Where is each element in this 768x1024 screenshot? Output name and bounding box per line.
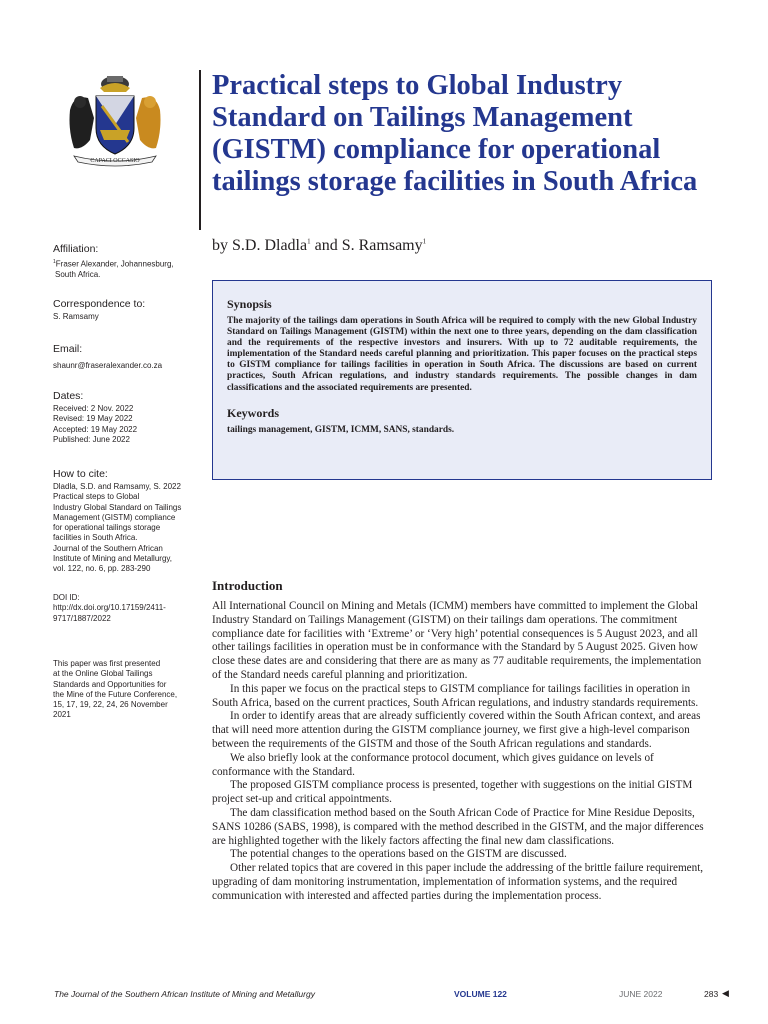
doi-block <box>53 593 193 624</box>
intro-paragraph: Other related topics that are covered in this paper include the addressing of the brittle failure requirement, upgrading of dam monitoring instrumentation, implementation of information systems, and the required communication with interested and affected parties during the implementation process. <box>212 862 704 902</box>
note-line: the Mine of the Future Conference, <box>53 689 178 699</box>
affiliation-block <box>53 243 193 280</box>
affiliation-sup: 1 <box>53 259 56 265</box>
correspondence-block <box>53 298 193 322</box>
cite-block <box>53 468 193 575</box>
date-accepted: Accepted: 19 May 2022 <box>53 424 138 434</box>
intro-paragraph: The proposed GISTM compliance process is presented, together with suggestions on the initial GISTM project set-up and critical appointments. <box>212 779 693 806</box>
correspondence-heading: Correspondence to: <box>53 298 146 310</box>
cite-text <box>53 482 193 575</box>
doi-line: http://dx.doi.org/10.17159/2411- <box>53 603 166 613</box>
intro-paragraph: In this paper we focus on the practical steps to GISTM compliance for tailings facilities in operation in South Africa, based on the current practices, South African regulations, and industry standards requirements. <box>212 682 699 709</box>
cite-line: vol. 122, no. 6, pp. 283-290 <box>53 564 151 574</box>
synopsis-box <box>212 280 712 480</box>
intro-paragraph: The potential changes to the operations based on the GISTM are discussed. <box>230 848 567 861</box>
email-heading: Email: <box>53 343 83 355</box>
correspondence-name: S. Ramsamy <box>53 312 99 321</box>
paper-title: Practical steps to Global Industry Standard on Tailings Management (GISTM) compliance for operational tailings storage facilities in South Africa <box>212 70 698 197</box>
doi-line: 9717/1887/2022 <box>53 613 111 623</box>
page-footer <box>54 987 734 1001</box>
cite-line: Management (GISTM) compliance <box>53 512 176 522</box>
email-address[interactable]: shaunr@fraseralexander.co.za <box>53 361 163 370</box>
date-revised: Revised: 19 May 2022 <box>53 414 133 424</box>
keywords-text: tailings management, GISTM, ICMM, SANS, standards. <box>227 424 455 435</box>
note-line: Standards and Opportunities for <box>53 679 167 689</box>
synopsis-heading: Synopsis <box>227 297 272 311</box>
doi-heading: DOI ID: <box>53 593 80 602</box>
title-divider <box>199 70 201 230</box>
note-line: This paper was first presented <box>53 659 161 668</box>
cite-line: Industry Global Standard on Tailings <box>53 502 182 512</box>
author-2-affil: 1 <box>422 237 427 246</box>
cite-line: for operational tailings storage <box>53 523 161 533</box>
affiliation-text <box>53 257 193 280</box>
note-line: 15, 17, 19, 22, 24, 26 November <box>53 700 168 710</box>
cite-line: Journal of the Southern African <box>53 543 163 553</box>
keywords-heading: Keywords <box>227 405 279 420</box>
byline-and: and <box>310 237 342 254</box>
affiliation-line: South Africa. <box>55 269 101 279</box>
byline-prefix: by <box>212 237 232 254</box>
author-2: S. Ramsamy <box>341 237 423 254</box>
footer-arrow-icon: ◀ <box>722 988 729 998</box>
intro-paragraph: All International Council on Mining and Metals (ICMM) members have committed to implement the Global Industry Standard on Tailings Management (GISTM) on their tailings dam operations. The commitment compliance date for facilities with ‘Extreme’ or ‘Very high’ potential consequences is 5 August 2023, and all other tailings facilities in operation must be in conformance with the Standard by 5 August 2025. Given how close these dates are and considering that there are as many as 77 auditable requirements, the implementation of the Standard needs careful planning and prioritization. <box>212 600 702 681</box>
crest-motto: CAPACI OCCASIO <box>90 158 140 164</box>
author-1: S.D. Dladla <box>232 237 308 254</box>
email-block <box>53 343 193 371</box>
intro-paragraph: We also briefly look at the conformance protocol document, which gives guidance on levels of conformance with the Standard. <box>212 751 654 778</box>
note-line: 2021 <box>53 710 71 720</box>
dates-list <box>53 404 193 445</box>
saimm-crest-logo <box>60 70 170 168</box>
intro-paragraph: In order to identify areas that are already sufficiently covered within the South African context, and areas that will need more attention during the GISTM compliance journey, we first give a high-level comparison between the requirements of the GISTM and those of the South African regulations and standards. <box>212 710 701 750</box>
conference-note <box>53 659 193 721</box>
affiliation-heading: Affiliation: <box>53 243 99 255</box>
cite-line: Practical steps to Global <box>53 492 140 502</box>
dates-heading: Dates: <box>53 390 84 402</box>
byline <box>212 237 426 255</box>
cite-line: facilities in South Africa. <box>53 533 138 543</box>
date-received: Received: 2 Nov. 2022 <box>53 404 134 413</box>
note-line: at the Online Global Tailings <box>53 669 153 679</box>
affiliation-line: Fraser Alexander, Johannesburg, <box>55 259 174 269</box>
intro-paragraph: The dam classification method based on the South African Code of Practice for Mine Residue Deposits, SANS 10286 (SABS, 1998), is compared with the method described in the GISTM, and the major differences are highlighted together with the likely factors affecting the final new dam classifications. <box>212 806 704 847</box>
cite-line: Institute of Mining and Metallurgy, <box>53 554 173 564</box>
footer-journal-name: The Journal of the Southern African Institute of Mining and Metallurgy <box>54 989 315 999</box>
author-1-affil: 1 <box>307 237 311 246</box>
introduction-heading: Introduction <box>212 578 283 593</box>
synopsis-text: The majority of the tailings dam operations in South Africa will be required to comply with the new Global Industry Standard on Tailings Management (GISTM) within the next one to three years, depending on the dam classification and the requirements of the respective investors and insurers. With up to 72 auditable requirements, the implementation of the Standard needs careful planning and prioritization. This paper focuses on the practical steps to GISTM compliance for tailings facilities in operation in South Africa. The discussions are based on current practices, South African regulations, and industry standards requirements. The possible changes in dam classifications and the associated requirements are presented. <box>227 316 697 393</box>
footer-page-number: 283 <box>704 989 719 999</box>
cite-heading: How to cite: <box>53 468 108 480</box>
dates-block <box>53 390 193 445</box>
introduction-section <box>212 578 712 904</box>
footer-volume: VOLUME 122 <box>454 989 507 999</box>
note-text <box>53 659 193 721</box>
cite-line: Dladla, S.D. and Ramsamy, S. 2022 <box>53 482 181 491</box>
date-published: Published: June 2022 <box>53 434 130 444</box>
footer-month: JUNE 2022 <box>619 989 663 999</box>
doi-link[interactable] <box>53 603 193 624</box>
